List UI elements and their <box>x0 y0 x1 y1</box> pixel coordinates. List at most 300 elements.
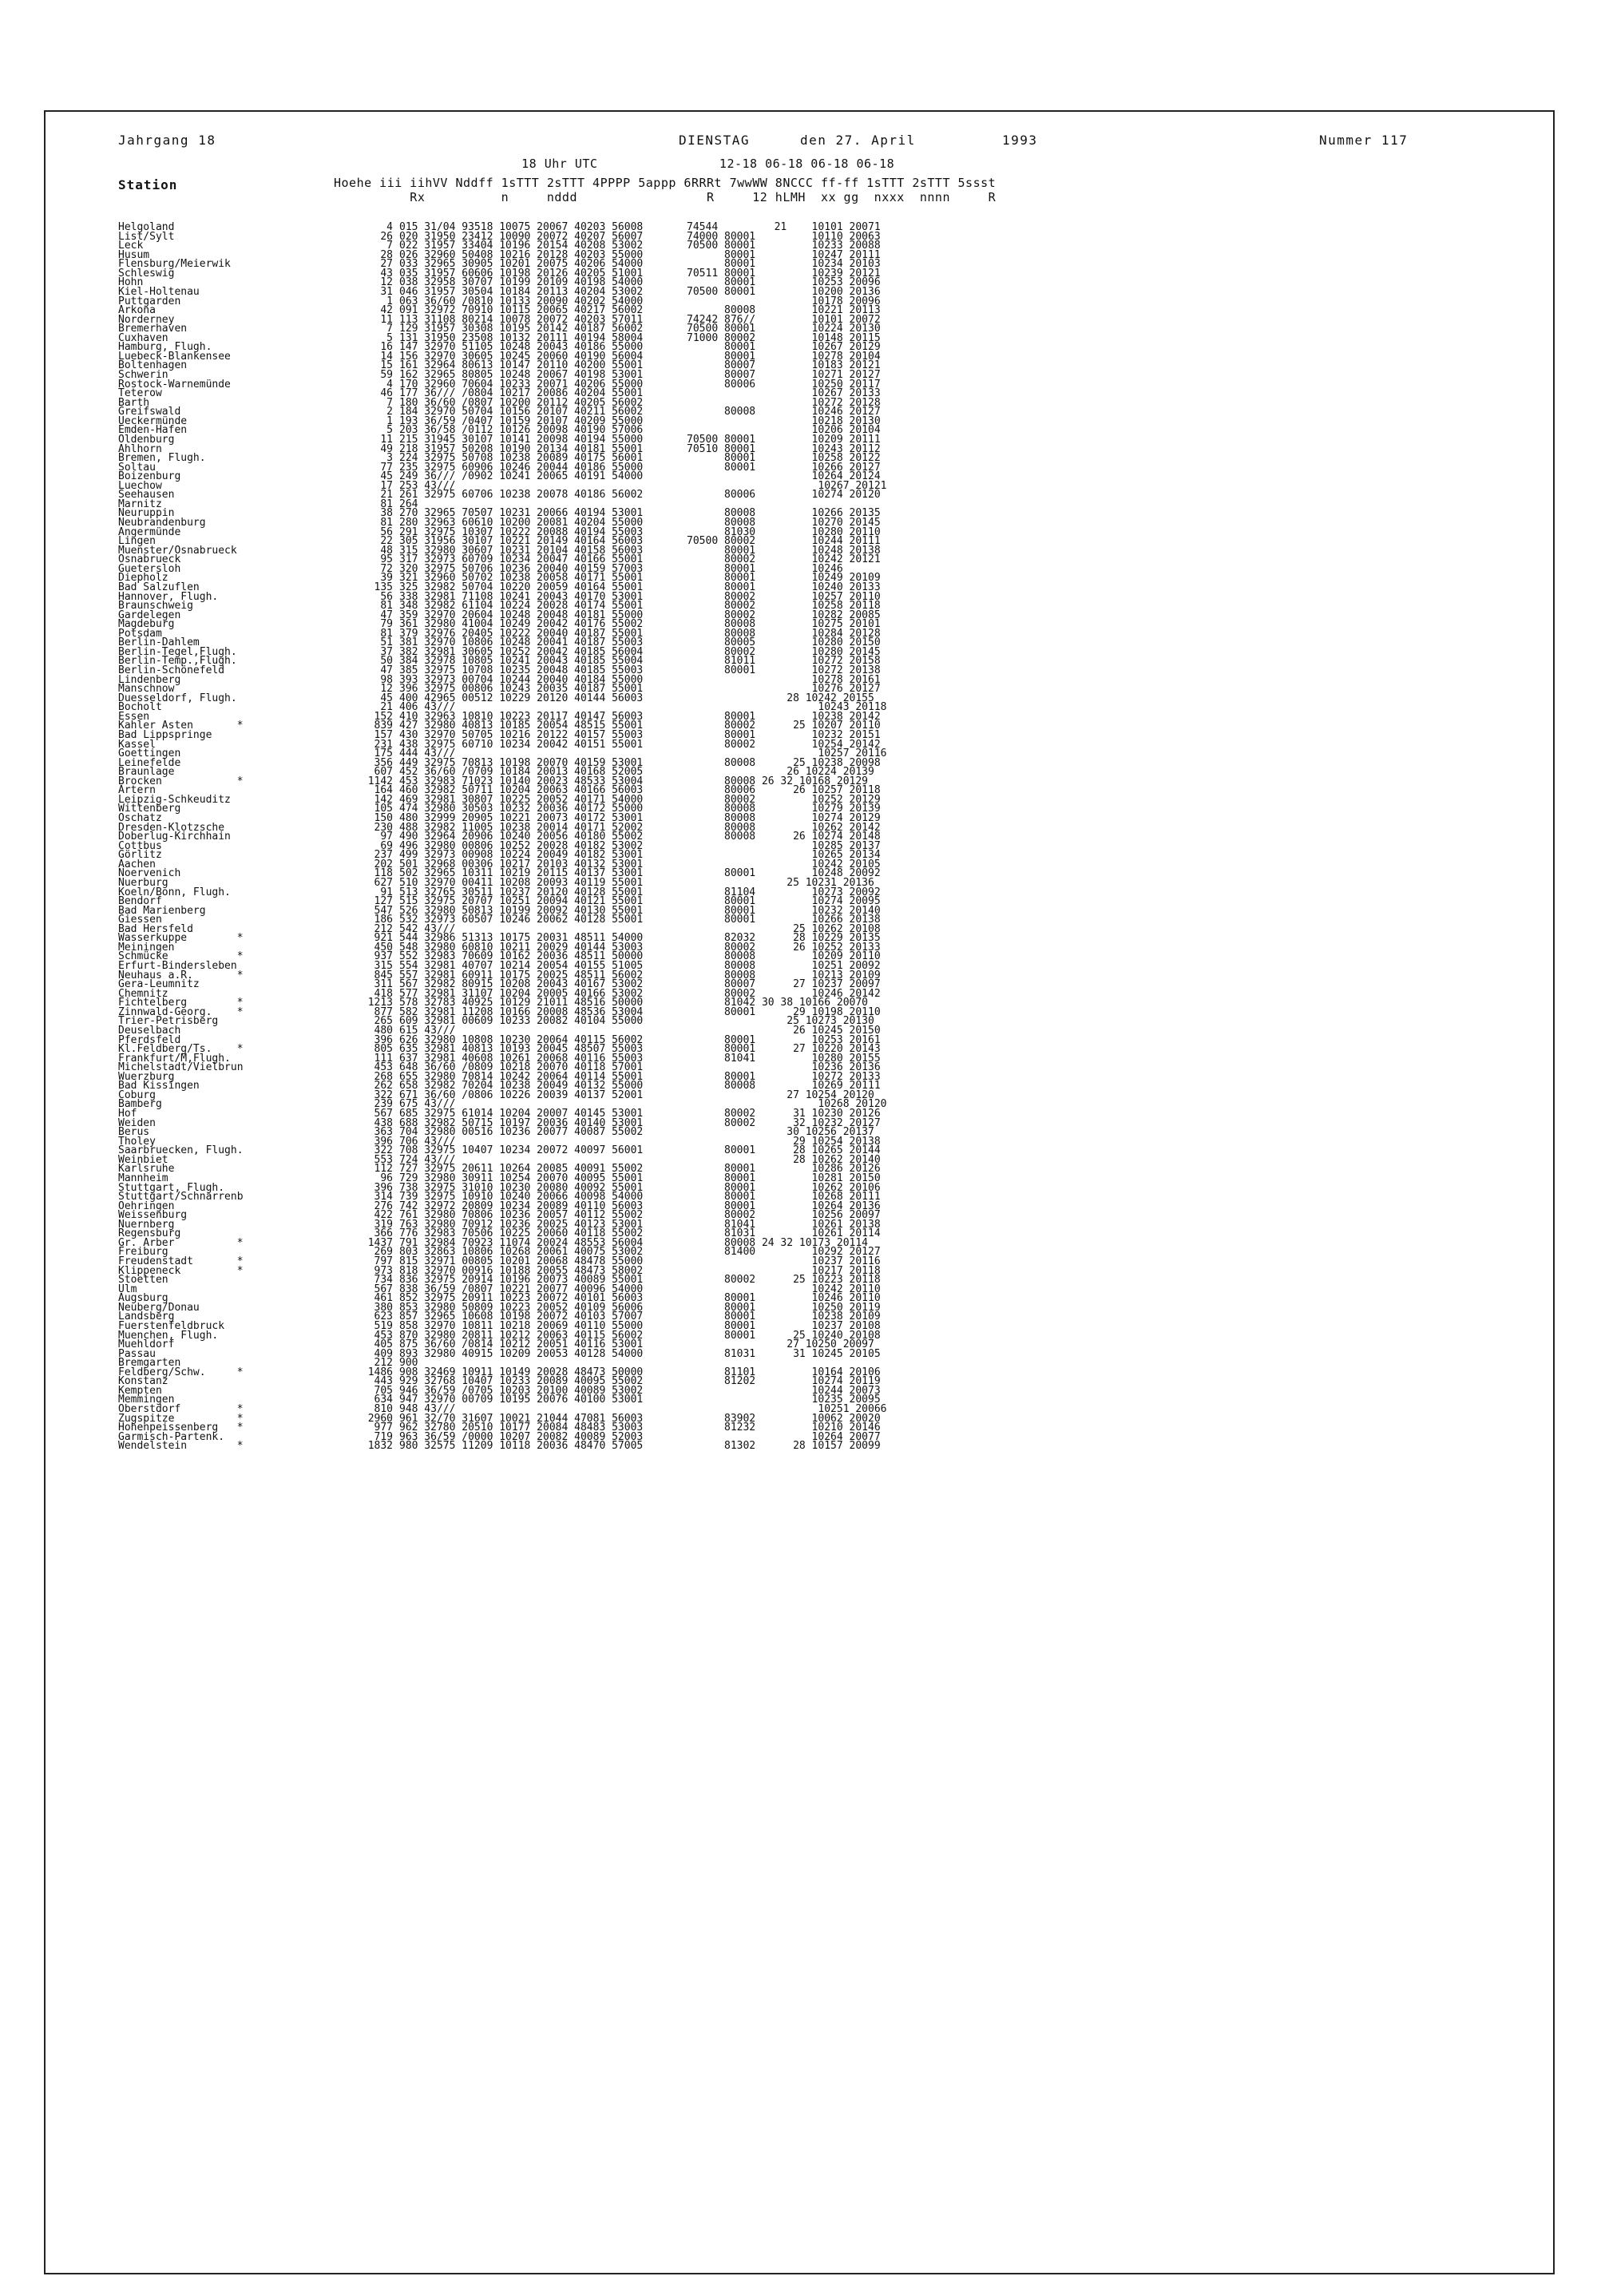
station-height: 734 <box>374 1274 393 1287</box>
observation-data: 893 32980 40915 10209 20053 40128 54000 81031 31 10245 20105 <box>399 1347 881 1360</box>
station-name: Görlitz <box>118 849 162 862</box>
station-name: Leinefelde <box>118 756 181 769</box>
station-name: Berlin-Dahlem <box>118 636 200 649</box>
station-name: Leipzig-Schkeuditz <box>118 793 231 806</box>
station-name: Schwerin <box>118 369 168 381</box>
observation-data: 609 32981 00609 10233 20082 40104 55000 25 10273 20130 <box>399 1015 874 1028</box>
observation-data: 836 32975 20914 10196 20073 40089 55001 80002 25 10223 20118 <box>399 1274 881 1287</box>
station-height: 27 <box>380 258 393 271</box>
station-height: 977 <box>374 1422 393 1434</box>
station-height: 164 <box>374 784 393 797</box>
station-height: 553 <box>374 1153 393 1166</box>
observation-data: 857 32965 10608 10198 20072 40103 57007 80001 10238 20109 <box>399 1311 881 1323</box>
station-name: Feldberg/Schw. * <box>118 1366 244 1378</box>
observation-data: 929 32768 10407 10233 20089 40095 55002 81202 10274 20119 <box>399 1375 881 1388</box>
jahrgang-label: Jahrgang 18 <box>118 133 216 148</box>
observation-data: 761 32980 70806 10236 20057 40112 55002 80002 10256 20097 <box>399 1209 881 1222</box>
station-name: Gardelegen <box>118 609 181 621</box>
station-name: Bad Lippspringe <box>118 728 212 741</box>
station-name: Leck <box>118 240 144 252</box>
observation-data: 637 32981 40608 10261 20068 40116 55003 81041 10280 20155 <box>399 1052 881 1065</box>
station-height: 810 <box>374 1403 393 1415</box>
station-height: 81 <box>380 627 393 640</box>
header-row-1: 18 Uhr UTC 12-18 06-18 06-18 06-18 <box>118 157 895 171</box>
station-name: Oberstdorf * <box>118 1403 244 1415</box>
station-name: Zugspitze * <box>118 1412 244 1425</box>
observation-data: 438 32975 60710 10234 20042 40151 55001 80002 10254 20142 <box>399 738 881 751</box>
station-name: Wittenberg <box>118 803 181 815</box>
observation-data: 385 32975 10708 10235 20048 40185 55003 80001 10272 20138 <box>399 664 881 676</box>
observation-data: 908 32469 10911 10149 20028 48473 50000 81101 10164 20106 <box>399 1366 881 1378</box>
observation-data: 963 36/59 /0000 10207 20082 40089 52003 10264 20077 <box>399 1430 881 1443</box>
station-height: 5 <box>386 331 393 344</box>
station-height: 231 <box>374 738 393 751</box>
station-name: Wuerzburg <box>118 1070 175 1083</box>
station-name: Essen <box>118 710 150 723</box>
station-height: 453 <box>374 1329 393 1342</box>
station-name: Berlin-Tegel,Flugh. <box>118 645 237 658</box>
station-height: 105 <box>374 803 393 815</box>
observation-data: 156 32970 30605 10245 20060 40190 56004 80001 10278 20104 <box>399 350 881 363</box>
observation-data: 026 32960 50408 10216 20128 40203 55000 80001 10247 20111 <box>399 248 881 261</box>
station-height: 1142 <box>367 775 393 787</box>
station-name: Memmingen <box>118 1394 175 1406</box>
header-row-2: Hoehe iii iihVV Nddff 1sTTT 2sTTT 4PPPP 5appp 6RRRt 7wwWW 8NCCC ff-ff 1sTTT 2sTTT 5ssst <box>334 176 997 190</box>
station-name: Regensburg <box>118 1227 181 1240</box>
station-name: Muenster/Osnabrueck <box>118 544 237 557</box>
observation-data: 348 32982 61104 10224 20028 40174 55001 80002 10258 20118 <box>399 600 881 613</box>
station-height: 59 <box>380 369 393 381</box>
station-name: Stuttgart, Flugh. <box>118 1181 225 1194</box>
station-height: 268 <box>374 1070 393 1083</box>
station-height: 547 <box>374 904 393 917</box>
station-height: 396 <box>374 1135 393 1148</box>
observation-data: 648 36/60 /0809 10218 20070 40118 57001 10236 20136 <box>399 1061 881 1074</box>
observation-data: 396 32975 00806 10243 20035 40187 55001 10276 20127 <box>399 683 881 696</box>
day-label: DIENSTAG <box>679 133 751 148</box>
observation-data: 177 36/// /0804 10217 20086 40204 55001 10267 20133 <box>399 387 881 400</box>
date-label: den 27. April <box>800 133 916 148</box>
station-name: Cuxhaven <box>118 331 168 344</box>
station-height: 14 <box>380 350 393 363</box>
observation-data: 688 32982 50715 10197 20036 40140 53001 80002 32 10232 20127 <box>399 1116 881 1129</box>
station-height: 461 <box>374 1292 393 1305</box>
station-height: 877 <box>374 1005 393 1018</box>
station-name: Lingen <box>118 535 156 548</box>
station-height: 150 <box>374 812 393 824</box>
station-height: 422 <box>374 1209 393 1222</box>
observation-data: 515 32975 20707 10251 20094 40121 55001 80001 10274 20095 <box>399 895 881 908</box>
station-name: Gera-Leumnitz <box>118 978 200 991</box>
station-name: Brocken * <box>118 775 244 787</box>
station-height: 49 <box>380 442 393 455</box>
station-height: 72 <box>380 562 393 575</box>
station-name: Meiningen <box>118 941 175 954</box>
station-name: Fuerstenfeldbruck <box>118 1319 225 1332</box>
station-name: Dresden-Klotzsche <box>118 821 225 834</box>
station-height: 1832 <box>367 1440 393 1453</box>
observation-data: 526 32980 50813 10199 20092 40130 55001 80001 10232 20140 <box>399 904 881 917</box>
station-name: Kahler Asten * <box>118 720 244 732</box>
station-name: Konstanz <box>118 1375 168 1388</box>
observation-data: 947 32970 00709 10195 20076 40100 53001 10235 20095 <box>399 1394 881 1406</box>
station-height: 91 <box>380 886 393 898</box>
observation-data: 474 32980 30503 10232 20036 40172 55000 80008 10279 20139 <box>399 803 881 815</box>
station-height: 1213 <box>367 997 393 1009</box>
station-height: 567 <box>374 1108 393 1120</box>
station-name: Noervenich <box>118 867 181 880</box>
station-height: 21 <box>380 489 393 502</box>
observation-data: 091 32972 70910 10115 20065 40217 56002 80008 10221 20113 <box>399 304 881 317</box>
station-height: 2960 <box>367 1412 393 1425</box>
observation-data: 532 32973 60507 10246 20062 40128 55001 80001 10266 20138 <box>399 914 881 926</box>
station-height: 81 <box>380 517 393 529</box>
station-name: Freudenstadt * <box>118 1255 244 1267</box>
station-height: 118 <box>374 867 393 880</box>
observation-data: 708 32975 10407 10234 20072 40097 56001 80001 28 10265 20144 <box>399 1144 881 1157</box>
station-name: Hamburg, Flugh. <box>118 341 212 354</box>
station-name: Boizenburg <box>118 470 181 483</box>
station-height: 175 <box>374 747 393 760</box>
station-height: 16 <box>380 341 393 354</box>
observation-data: 704 32980 00516 10236 20077 40087 55002 30 10256 20137 <box>399 1126 874 1139</box>
station-height: 5 <box>386 424 393 437</box>
observation-data: 359 32970 20604 10248 20048 40181 55000 80002 10282 20085 <box>399 609 881 621</box>
station-height: 157 <box>374 728 393 741</box>
observation-data: 022 31957 33404 10196 20154 40208 53002 70500 80001 10233 20088 <box>399 240 881 252</box>
station-name: Goettingen <box>118 747 181 760</box>
observation-data: 253 43/// 10267 20121 <box>399 479 887 492</box>
station-name: Mannheim <box>118 1172 168 1184</box>
station-height: 56 <box>380 590 393 603</box>
observation-data: 147 32970 51105 10248 20043 40186 55000 80001 10267 20129 <box>399 341 881 354</box>
station-name: Artern <box>118 784 156 797</box>
station-name: Berus <box>118 1126 150 1139</box>
observation-data: 020 31950 23412 10090 20072 40207 56007 74000 80001 10110 20063 <box>399 230 881 243</box>
station-height: 322 <box>374 1144 393 1157</box>
station-name: Osnabrueck <box>118 553 181 566</box>
station-name: Oschatz <box>118 812 162 824</box>
station-height: 45 <box>380 470 393 483</box>
station-height: 96 <box>380 1172 393 1184</box>
observation-data: 321 32960 50702 10238 20058 40171 55001 80001 10249 20109 <box>399 572 881 585</box>
station-height: 45 <box>380 692 393 704</box>
station-name: Puttgarden <box>118 295 181 307</box>
station-name: Husum <box>118 248 150 261</box>
station-name: Berlin-Schönefeld <box>118 664 225 676</box>
station-height: 973 <box>374 1264 393 1277</box>
observation-data: 658 32982 70204 10238 20049 40132 55000 80008 10269 20111 <box>399 1080 881 1092</box>
observation-data: 946 36/59 /0705 10203 20100 40089 53002 10244 20073 <box>399 1384 881 1397</box>
station-name: Soltau <box>118 461 156 474</box>
station-height: 152 <box>374 710 393 723</box>
station-height: 111 <box>374 1052 393 1065</box>
station-name: Hohenpeissenberg * <box>118 1422 244 1434</box>
observation-data: 803 32863 10806 10268 20061 40075 53002 81400 10292 20127 <box>399 1246 881 1259</box>
station-height: 450 <box>374 941 393 954</box>
station-name: Potsdam <box>118 627 162 640</box>
station-height: 3 <box>386 452 393 465</box>
station-height: 43 <box>380 267 393 280</box>
station-name: Seehausen <box>118 489 175 502</box>
station-name: Braunlage <box>118 766 175 779</box>
station-height: 1 <box>386 295 393 307</box>
observation-data: 379 32976 20405 10222 20040 40187 55001 80008 10284 20128 <box>399 627 881 640</box>
observation-data: 280 32963 60610 10200 20081 40204 55000 80008 10270 20145 <box>399 517 881 529</box>
observation-data: 727 32975 20611 10264 20085 40091 55002 80001 10286 20126 <box>399 1163 881 1176</box>
station-height: 797 <box>374 1255 393 1267</box>
station-height: 11 <box>380 433 393 446</box>
observation-data: 261 32975 60706 10238 20078 40186 56002 80006 10274 20120 <box>399 489 881 502</box>
station-height: 112 <box>374 1163 393 1176</box>
issue-number: Nummer 117 <box>1319 133 1409 148</box>
station-height: 26 <box>380 230 393 243</box>
station-name: Braunschweig <box>118 600 193 613</box>
station-name: Arkona <box>118 304 156 317</box>
observation-data: 635 32981 40813 10193 20045 48507 55003 80001 27 10220 20143 <box>399 1043 881 1056</box>
station-height: 2 <box>386 406 393 418</box>
station-height: 937 <box>374 950 393 963</box>
observation-data: 184 32970 50704 10156 20107 40211 56002 80008 10246 20127 <box>399 406 881 418</box>
observation-data: 218 31957 50208 10190 20134 40181 55001 70510 80001 10243 20112 <box>399 442 881 455</box>
station-height: 202 <box>374 858 393 870</box>
observation-data: 685 32975 61014 10204 20007 40145 53001 80002 31 10230 20126 <box>399 1108 881 1120</box>
observation-data: 578 32783 40925 10129 21011 48516 50000 81042 30 38 10166 20070 <box>399 997 868 1009</box>
station-name: Saarbruecken, Flugh. <box>118 1144 244 1157</box>
observation-data: 948 43/// 10251 20066 <box>399 1403 887 1415</box>
station-name: Weissenburg <box>118 1209 188 1222</box>
station-name: Bamberg <box>118 1098 162 1111</box>
station-height: 37 <box>380 645 393 658</box>
observation-data: 502 32965 10311 10219 20115 40137 53001 80001 10248 20092 <box>399 867 881 880</box>
station-height: 845 <box>374 969 393 981</box>
observation-data: 706 43/// 29 10254 20138 <box>399 1135 881 1148</box>
year-label: 1993 <box>1002 133 1038 148</box>
station-height: 418 <box>374 987 393 1000</box>
station-height: 311 <box>374 978 393 991</box>
station-name: Augsburg <box>118 1292 168 1305</box>
station-height: 1 <box>386 414 393 427</box>
station-name: Helgoland <box>118 221 175 233</box>
observation-data: 038 32958 30707 10199 20109 40198 54000 80001 10253 20096 <box>399 276 881 289</box>
observation-data: 655 32980 70814 10242 20064 40114 55001 80001 10272 20133 <box>399 1070 881 1083</box>
station-name: Nuerburg <box>118 876 168 889</box>
observation-data: 724 43/// 28 10262 20140 <box>399 1153 881 1166</box>
observation-data: 193 36/59 /0407 10159 20107 40209 55000 10218 20130 <box>399 414 881 427</box>
observation-data: 453 32983 71023 10140 20023 48533 53004 80008 26 32 10168 20129 <box>399 775 868 787</box>
observation-data: 315 32980 30607 10231 20104 40158 56003 80001 10248 20138 <box>399 544 881 557</box>
station-name: Gr. Arber * <box>118 1236 244 1249</box>
station-name: Muehldorf <box>118 1338 175 1351</box>
station-name: Erfurt-Bindersleben <box>118 960 237 972</box>
station-height: 453 <box>374 1061 393 1074</box>
observation-data: 738 32975 31010 10230 20080 40092 55001 80001 10262 20106 <box>399 1181 881 1194</box>
station-name: Tholey <box>118 1135 156 1148</box>
station-name: Pferdsfeld <box>118 1033 181 1046</box>
station-name: Freiburg <box>118 1246 168 1259</box>
observation-data: 170 32960 70604 10233 20071 40206 55000 80006 10250 20117 <box>399 378 881 391</box>
station-height: 363 <box>374 1126 393 1139</box>
station-name: Giessen <box>118 914 162 926</box>
observation-data: 488 32982 11005 10238 20014 40171 52002 80008 10262 20142 <box>399 821 881 834</box>
station-height: 921 <box>374 932 393 945</box>
observation-data: 552 32983 70609 10162 20036 48511 50000 80008 10209 20110 <box>399 950 881 963</box>
station-height: 237 <box>374 849 393 862</box>
observation-data: 381 32970 10806 10248 20041 40187 55003 80005 10280 20150 <box>399 636 881 649</box>
station-name: Norderney <box>118 313 175 326</box>
observation-data: 427 32980 40813 10185 20054 48515 55001 80002 25 10207 20110 <box>399 720 881 732</box>
observation-data: 961 32/70 31607 10021 21044 47081 56003 83902 10062 20020 <box>399 1412 881 1425</box>
station-height: 38 <box>380 507 393 520</box>
observation-data: 224 32975 50708 10238 20089 40175 56001 80001 10258 20122 <box>399 452 881 465</box>
station-column-header: Station <box>118 177 178 192</box>
station-name: Duesseldorf, Flugh. <box>118 692 237 704</box>
observation-data: 858 32970 10811 10218 20069 40110 55000 80001 10237 20108 <box>399 1319 881 1332</box>
station-height: 50 <box>380 655 393 668</box>
station-height: 623 <box>374 1311 393 1323</box>
observation-data: 320 32975 50706 10236 20040 40159 57003 80001 10246 <box>399 562 843 575</box>
station-name: Garmisch-Partenk. <box>118 1430 225 1443</box>
observation-data: 510 32970 00411 10208 20093 40119 55001 25 10231 20136 <box>399 876 874 889</box>
observation-data: 742 32972 20809 10234 20089 40110 56003 80001 10264 20136 <box>399 1200 881 1212</box>
observation-data: 161 32964 80613 10147 20110 40200 55001 80007 10183 20121 <box>399 359 881 372</box>
station-height: 322 <box>374 1089 393 1101</box>
observation-data: 729 32980 30911 10254 20070 40095 55001 80001 10281 20150 <box>399 1172 881 1184</box>
station-height: 22 <box>380 535 393 548</box>
station-height: 276 <box>374 1200 393 1212</box>
station-name: Diepholz <box>118 572 168 585</box>
observation-data: 180 36/60 /0807 10200 20112 40205 56002 10272 20128 <box>399 396 881 409</box>
station-height: 315 <box>374 960 393 972</box>
observation-data: 818 32970 00916 10188 20055 48473 58002 10217 20118 <box>399 1264 881 1277</box>
station-height: 805 <box>374 1043 393 1056</box>
station-height: 186 <box>374 914 393 926</box>
station-height: 396 <box>374 1033 393 1046</box>
station-name: Deuselbach <box>118 1024 181 1037</box>
observation-data: 063 36/60 /0810 10133 20090 40202 54000 10178 20096 <box>399 295 881 307</box>
station-name: Luebeck-Blankensee <box>118 350 231 363</box>
station-height: 28 <box>380 248 393 261</box>
station-name: Weinbiet <box>118 1153 168 1166</box>
station-name: Stoetten <box>118 1274 168 1287</box>
station-name: List/Sylt <box>118 230 175 243</box>
observation-data: 875 36/60 /0814 10212 20051 40116 53001 27 10250 20097 <box>399 1338 874 1351</box>
station-name: Hof <box>118 1108 137 1120</box>
station-height: 97 <box>380 831 393 843</box>
station-name: Neuberg/Donau <box>118 1301 200 1314</box>
observation-data: 554 32981 40707 10214 20054 40155 51005 80008 10251 20092 <box>399 960 881 972</box>
station-name: Zinnwald-Georg. * <box>118 1005 244 1018</box>
observation-data: 460 32982 50711 10204 20063 40166 56003 80006 26 10257 20118 <box>399 784 881 797</box>
station-name: Schmücke * <box>118 950 244 963</box>
observation-data: 249 36/// /0902 10241 20065 40191 54000 10264 20124 <box>399 470 881 483</box>
station-name: Marnitz <box>118 498 162 510</box>
station-name: Lindenberg <box>118 673 181 686</box>
station-height: 4 <box>386 378 393 391</box>
observation-data: 325 32982 50704 10220 20059 40164 55001 80001 10240 20133 <box>399 581 881 593</box>
station-height: 480 <box>374 1024 393 1037</box>
station-height: 81 <box>380 498 393 510</box>
station-name: Coburg <box>118 1089 156 1101</box>
station-name: Bremen, Flugh. <box>118 452 206 465</box>
station-name: Karlsruhe <box>118 1163 175 1176</box>
station-name: Rostock-Warnemünde <box>118 378 231 391</box>
station-height: 135 <box>374 581 393 593</box>
observation-data: 444 43/// 10257 20116 <box>399 747 887 760</box>
station-height: 42 <box>380 304 393 317</box>
observation-data: 900 <box>399 1357 418 1370</box>
station-name: Guetersloh <box>118 562 181 575</box>
observation-data: 739 32975 10910 10240 20066 40098 54000 80001 10268 20111 <box>399 1191 881 1204</box>
station-height: 15 <box>380 359 393 372</box>
observation-data: 270 32965 70507 10231 20066 40194 53001 80008 10266 20135 <box>399 507 881 520</box>
station-name: Barth <box>118 396 150 409</box>
station-name: Berlin-Temp.,Flugh. <box>118 655 237 668</box>
station-name: Ahlhorn <box>118 442 162 455</box>
observation-data: 852 32975 20911 10223 20072 40101 56003 80001 10246 20110 <box>399 1292 881 1305</box>
station-height: 366 <box>374 1227 393 1240</box>
station-name: Bremerhaven <box>118 323 188 335</box>
observation-data: 567 32982 80915 10208 20043 40167 53002 80007 27 10237 20097 <box>399 978 881 991</box>
station-name: Fichtelberg * <box>118 997 244 1009</box>
station-name: Luechow <box>118 479 162 492</box>
observation-data: 410 32963 10810 10223 20117 40147 56003 80001 10238 20142 <box>399 710 881 723</box>
station-height: 7 <box>386 396 393 409</box>
station-name: Bocholt <box>118 701 162 714</box>
observation-data: 548 32980 60810 10211 20029 40144 53003 80002 26 10252 20133 <box>399 941 881 954</box>
station-name: Ulm <box>118 1283 137 1295</box>
station-height: 81 <box>380 600 393 613</box>
station-height: 142 <box>374 793 393 806</box>
observation-data: 490 32964 20906 10240 20056 40180 55002 80008 26 10274 20148 <box>399 831 881 843</box>
station-height: 212 <box>374 1357 393 1370</box>
station-name: Bad Hersfeld <box>118 922 193 935</box>
station-name: Hohn <box>118 276 144 289</box>
observation-data: 015 31/04 93518 10075 20067 40203 56008 74544 21 10101 20071 <box>399 221 881 233</box>
station-height: 7 <box>386 323 393 335</box>
station-name: Teterow <box>118 387 162 400</box>
station-name: Wendelstein * <box>118 1440 244 1453</box>
observation-data: 615 43/// 26 10245 20150 <box>399 1024 881 1037</box>
station-name: Neuhaus a.R. * <box>118 969 244 981</box>
station-name: Bad Kissingen <box>118 1080 200 1092</box>
station-height: 98 <box>380 673 393 686</box>
observation-data: 582 32981 11208 10166 20008 48536 53004 80001 29 10198 20110 <box>399 1005 881 1018</box>
station-name: Kassel <box>118 738 156 751</box>
observation-data: 791 32984 70923 11074 20024 48553 56004 80008 24 32 10173 20114 <box>399 1236 868 1249</box>
station-name: Bad Marienberg <box>118 904 206 917</box>
station-name: Wasserkuppe * <box>118 932 244 945</box>
observation-data: 838 36/59 /0807 10221 20077 40096 54000 10242 20110 <box>399 1283 881 1295</box>
observation-data: 671 36/60 /0806 10226 20039 40137 52001 27 10254 20120 <box>399 1089 874 1101</box>
station-height: 12 <box>380 683 393 696</box>
station-height: 47 <box>380 609 393 621</box>
station-height: 127 <box>374 895 393 908</box>
observation-data: 338 32981 71108 10241 20043 40170 53001 80002 10257 20110 <box>399 590 881 603</box>
station-height: 56 <box>380 525 393 538</box>
station-height: 239 <box>374 1098 393 1111</box>
station-height: 262 <box>374 1080 393 1092</box>
station-height: 46 <box>380 387 393 400</box>
station-height: 212 <box>374 922 393 935</box>
station-name: Kempten <box>118 1384 162 1397</box>
station-name: Bendorf <box>118 895 162 908</box>
observation-data: 544 32986 51313 10175 20031 48511 54000 82032 28 10229 20135 <box>399 932 881 945</box>
station-height: 405 <box>374 1338 393 1351</box>
observation-data: 496 32980 00806 10252 20028 40182 53002 10285 20137 <box>399 839 881 852</box>
station-name: Neubrandenburg <box>118 517 206 529</box>
station-name: Weiden <box>118 1116 156 1129</box>
